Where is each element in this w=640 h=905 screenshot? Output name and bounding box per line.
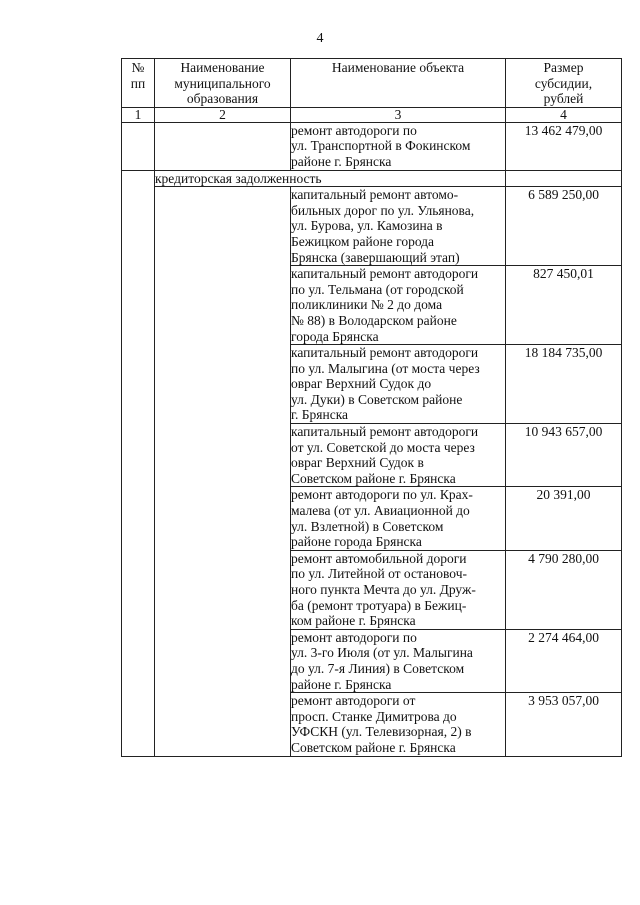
column-number-row xyxy=(122,107,622,122)
header-num: № пп xyxy=(122,59,155,108)
amount-cell: 18 184 735,00 xyxy=(506,345,622,424)
column-number-4: 4 xyxy=(506,107,622,122)
header-object: Наименование объекта xyxy=(291,59,506,108)
object-cell: ремонт автомобильной дороги по ул. Литейной от остановоч- ного пункта Мечта до ул. Друж- ба (ремонт тротуара) в Бежиц- ком районе г. Брянска xyxy=(291,550,506,629)
column-number-2: 2 xyxy=(155,107,291,122)
object-cell: капитальный ремонт автодороги по ул. Тельмана (от городской поликлиники № 2 до дома № 88) в Володарском районе города Брянска xyxy=(291,266,506,345)
column-number-1: 1 xyxy=(122,107,155,122)
section-title: кредиторская задолженность xyxy=(155,170,506,187)
object-cell: капитальный ремонт автодороги по ул. Малыгина (от моста через овраг Верхний Судок до ул. Дуки) в Советском районе г. Брянска xyxy=(291,345,506,424)
object-cell: капитальный ремонт автомо- бильных дорог по ул. Ульянова, ул. Бурова, ул. Камозина в Бежицком районе города Брянска (завершающий этап) xyxy=(291,187,506,266)
amount-cell: 4 790 280,00 xyxy=(506,550,622,629)
page-number: 4 xyxy=(316,31,324,46)
amount-cell: 13 462 479,00 xyxy=(506,122,622,170)
empty-cell xyxy=(506,170,622,187)
empty-cell xyxy=(155,187,291,756)
empty-cell xyxy=(122,122,155,170)
subsidy-table xyxy=(121,58,622,757)
section-row xyxy=(122,170,622,187)
empty-cell xyxy=(155,122,291,170)
amount-cell: 20 391,00 xyxy=(506,487,622,550)
object-cell: капитальный ремонт автодороги от ул. Советской до моста через овраг Верхний Судок в Советском районе г. Брянска xyxy=(291,424,506,487)
amount-cell: 827 450,01 xyxy=(506,266,622,345)
amount-cell: 10 943 657,00 xyxy=(506,424,622,487)
column-number-3: 3 xyxy=(291,107,506,122)
amount-cell: 3 953 057,00 xyxy=(506,693,622,756)
table-row xyxy=(122,122,622,170)
header-amount: Размер субсидии, рублей xyxy=(506,59,622,108)
object-cell: ремонт автодороги по ул. 3-го Июля (от ул. Малыгина до ул. 7-я Линия) в Советском районе г. Брянска xyxy=(291,629,506,692)
object-cell: ремонт автодороги от просп. Станке Димитрова до УФСКН (ул. Телевизорная, 2) в Советском районе г. Брянска xyxy=(291,693,506,756)
amount-cell: 6 589 250,00 xyxy=(506,187,622,266)
empty-cell xyxy=(122,170,155,756)
object-cell: ремонт автодороги по ул. Крах- малева (от ул. Авиационной до ул. Взлетной) в Советском районе города Брянска xyxy=(291,487,506,550)
header-row xyxy=(122,59,622,108)
object-cell: ремонт автодороги по ул. Транспортной в Фокинском районе г. Брянска xyxy=(291,122,506,170)
header-municipality: Наименование муниципального образования xyxy=(155,59,291,108)
table-row xyxy=(122,187,622,266)
amount-cell: 2 274 464,00 xyxy=(506,629,622,692)
